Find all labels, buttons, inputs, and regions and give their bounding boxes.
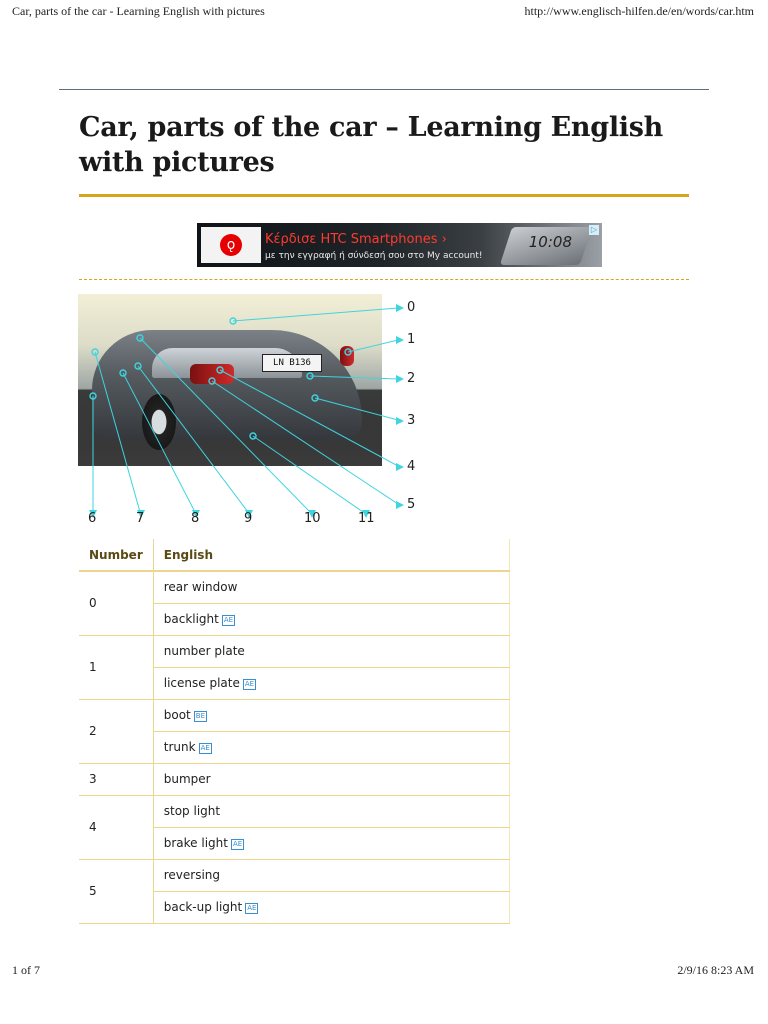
number-cell: 4 xyxy=(79,795,153,859)
callout-label-6: 6 xyxy=(88,511,97,526)
dialect-badge[interactable]: AE xyxy=(247,904,257,912)
callout-line-9 xyxy=(138,366,248,512)
print-datetime: 2/9/16 8:23 AM xyxy=(677,963,754,977)
print-footer xyxy=(12,963,754,978)
callout-line-2 xyxy=(310,376,398,379)
callout-arrow-5 xyxy=(396,501,404,509)
callout-line-4 xyxy=(220,370,398,466)
word-text: trunk xyxy=(163,740,196,754)
number-cell: 0 xyxy=(79,571,153,635)
callout-label-5: 5 xyxy=(407,497,416,512)
callout-label-4: 4 xyxy=(407,459,416,474)
ad-headline: Κέρδισε HTC Smartphones › xyxy=(265,232,447,247)
brand-logo-icon: ǫ xyxy=(220,234,242,256)
print-header xyxy=(12,4,754,19)
vocabulary-table xyxy=(79,539,510,924)
table-row xyxy=(79,635,510,667)
table-row xyxy=(79,795,510,827)
callout-line-1 xyxy=(348,340,398,352)
callout-label-3: 3 xyxy=(407,413,416,428)
callout-line-5 xyxy=(212,381,398,504)
phone-time: 10:08 xyxy=(528,233,572,251)
callout-label-9: 9 xyxy=(244,511,253,526)
callout-label-1: 1 xyxy=(407,332,416,347)
callout-line-0 xyxy=(233,308,398,321)
table-row xyxy=(79,571,510,603)
callout-arrow-1 xyxy=(396,336,404,344)
dialect-badge[interactable]: AE xyxy=(244,680,255,688)
car-figure xyxy=(78,294,428,530)
car-plate: LN B136 xyxy=(262,354,322,372)
callout-label-0: 0 xyxy=(407,300,416,315)
dialect-badge[interactable]: AE xyxy=(223,616,234,624)
table-row xyxy=(79,763,510,795)
print-header-url[interactable]: http://www.englisch-hilfen.de/en/words/car.htm xyxy=(524,4,754,18)
word-text: stop light xyxy=(163,804,221,818)
word-text: license plate xyxy=(163,676,240,690)
word-cell xyxy=(153,667,509,699)
dialect-badge[interactable]: AE xyxy=(200,744,210,752)
callout-label-8: 8 xyxy=(191,511,200,526)
dialect-badge[interactable]: BE xyxy=(195,712,205,720)
callout-arrow-2 xyxy=(396,375,404,383)
callout-arrow-0 xyxy=(396,304,404,312)
callout-label-10: 10 xyxy=(304,511,321,526)
callout-arrow-4 xyxy=(396,463,404,471)
section-divider xyxy=(79,279,689,280)
word-text: boot xyxy=(163,708,191,722)
callout-label-2: 2 xyxy=(407,371,416,386)
number-cell: 5 xyxy=(79,859,153,923)
number-cell: 2 xyxy=(79,699,153,763)
word-cell xyxy=(153,635,509,667)
page-title: Car, parts of the car – Learning English with pictures xyxy=(79,112,663,178)
ad-banner[interactable] xyxy=(197,223,602,267)
word-cell xyxy=(153,571,509,603)
word-cell xyxy=(153,795,509,827)
callout-line-7 xyxy=(95,352,140,512)
top-divider xyxy=(59,89,709,90)
callout-line-3 xyxy=(315,398,398,420)
callout-line-10 xyxy=(140,338,310,512)
number-cell: 1 xyxy=(79,635,153,699)
callout-arrow-3 xyxy=(396,417,404,425)
ad-subtext: με την εγγραφή ή σύνδεσή σου στο My account! xyxy=(265,251,483,261)
word-text: brake light xyxy=(163,836,228,850)
column-header-number: Number xyxy=(79,539,153,571)
word-text: backlight xyxy=(163,612,219,626)
column-header-english: English xyxy=(153,539,509,571)
table-row xyxy=(79,699,510,731)
word-cell xyxy=(153,891,509,923)
word-cell xyxy=(153,859,509,891)
word-cell xyxy=(153,763,509,795)
ad-choices-icon[interactable]: ▷ xyxy=(590,225,598,234)
number-cell: 3 xyxy=(79,763,153,795)
title-divider xyxy=(79,194,689,197)
word-text: number plate xyxy=(163,644,245,658)
callout-label-11: 11 xyxy=(358,511,375,526)
page-counter: 1 of 7 xyxy=(12,963,40,977)
word-cell xyxy=(153,731,509,763)
dialect-badge[interactable]: AE xyxy=(232,840,243,848)
word-cell xyxy=(153,827,509,859)
callout-line-11 xyxy=(253,436,363,512)
word-cell xyxy=(153,603,509,635)
callout-label-7: 7 xyxy=(136,511,145,526)
brand-logo xyxy=(201,227,261,263)
word-text: bumper xyxy=(163,772,211,786)
table-header-row xyxy=(79,539,510,571)
word-cell xyxy=(153,699,509,731)
word-text: rear window xyxy=(163,580,238,595)
word-text: reversing xyxy=(163,868,221,882)
word-text: back-up light xyxy=(163,900,243,914)
table-row xyxy=(79,859,510,891)
callout-lines xyxy=(78,294,428,530)
print-header-title: Car, parts of the car - Learning English with pictures xyxy=(12,4,265,18)
